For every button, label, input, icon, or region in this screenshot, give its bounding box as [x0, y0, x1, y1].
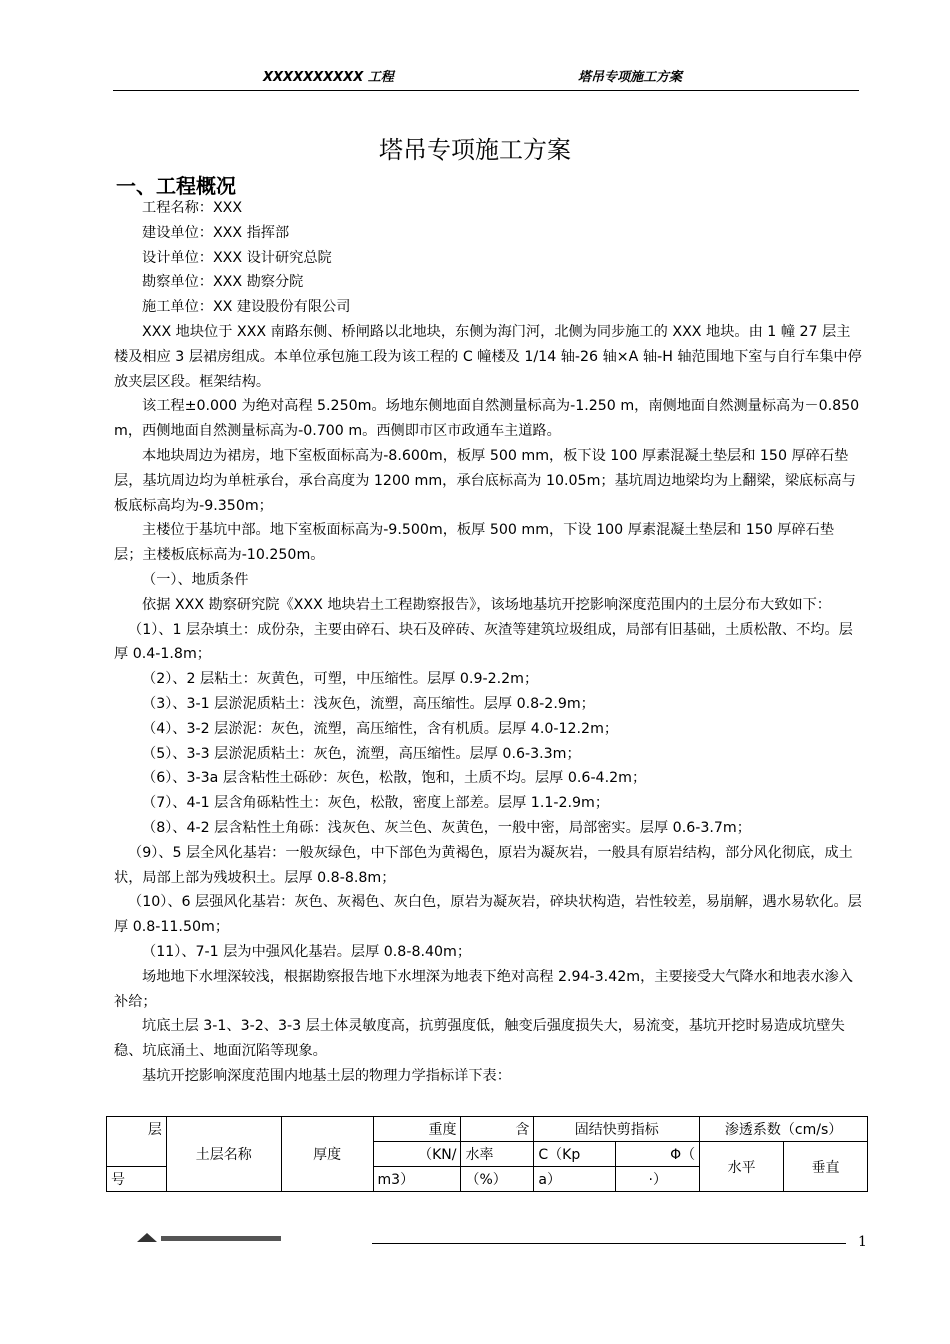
header-friction-angle-unit: ·）: [616, 1167, 700, 1192]
paragraph: 依据 XXX 勘察研究院《XXX 地块岩土工程勘察报告》，该场地基坑开挖影响深度范围内的土层分布大致如下：: [142, 596, 831, 613]
header-cohesion-unit: a）: [534, 1167, 616, 1192]
paragraph: 该工程±0.000 为绝对高程 5.250m。场地东侧地面自然测量标高为-1.250 m，南侧地面自然测量标高为－0.850 m，西侧地面自然测量标高为-0.700 m。西侧即市区市政通车主道路。: [114, 398, 860, 440]
layer-item: （1）、1 层杂填土：成份杂，主要由碎石、块石及碎砖、灰渣等建筑垃圾组成，局部有旧基础，土质松散、不均。层厚 0.4-1.8m；: [114, 621, 853, 663]
page-header: [113, 58, 859, 91]
header-unit-weight: 重度: [373, 1117, 461, 1142]
layer-item: （7）、4-1 层含角砾粘性土：灰色，松散，密度上部差。层厚 1.1-2.9m；: [142, 795, 610, 812]
info-line: 设计单位：XXX 设计研究总院: [142, 249, 332, 266]
header-thickness: 厚度: [281, 1117, 373, 1192]
layer-item: （5）、3-3 层淤泥质粘土：灰色，流塑，高压缩性。层厚 0.6-3.3m；: [142, 745, 581, 762]
paragraph: 主楼位于基坑中部。地下室板面标高为-9.500m，板厚 500 mm，下设 100 厚素混凝土垫层和 150 厚碎石垫层；主楼板底标高为-10.250m。: [114, 522, 835, 564]
info-line: 勘察单位：XXX 勘察分院: [142, 274, 304, 291]
header-water-content-b: 水率: [461, 1142, 534, 1167]
layer-item: （4）、3-2 层淤泥：灰色，流塑，高压缩性，含有机质。层厚 4.0-12.2m；: [142, 720, 619, 737]
layer-item: （3）、3-1 层淤泥质粘土：浅灰色，流塑，高压缩性。层厚 0.8-2.9m；: [142, 695, 595, 712]
layer-item: （6）、3-3a 层含粘性土砾砂：灰色，松散，饱和，土质不均。层厚 0.6-4.2m；: [142, 770, 647, 787]
info-line: 工程名称：XXX: [142, 200, 243, 216]
header-water-content: 含: [461, 1117, 534, 1142]
info-line: 建设单位：XXX 指挥部: [142, 224, 290, 241]
info-line: 施工单位：XX 建设股份有限公司: [142, 299, 351, 316]
section-heading: 一、工程概况: [116, 174, 236, 198]
layer-item: （10）、6 层强风化基岩：灰色、灰褐色、灰白色，原岩为凝灰岩，碎块状构造，岩性较差，易崩解，遇水易软化。层厚 0.8-11.50m；: [114, 894, 862, 936]
header-layer-no-b: 号: [107, 1167, 167, 1192]
document-body: [114, 196, 862, 1089]
paragraph: 场地地下水埋深较浅，根据勘察报告地下水埋深为地表下绝对高程 2.94-3.42m，主要接受大气降水和地表水渗入补给；: [114, 968, 853, 1010]
paragraph: 坑底土层 3-1、3-2、3-3 层土体灵敏度高，抗剪强度低，触变后强度损失大，易流变，基坑开挖时易造成坑壁失稳、坑底涌土、地面沉陷等现象。: [114, 1018, 845, 1060]
paragraph: 本地块周边为裙房，地下室板面标高为-8.600m，板厚 500 mm，板下设 100 厚素混凝土垫层和 150 厚碎石垫层，基坑周边均为单桩承台，承台高度为 1200 mm，承台底标高为 10.05m；基坑周边地梁均为上翻梁，梁底标高与板底标高均为-9.350m；: [114, 447, 856, 514]
layer-item: （8）、4-2 层含粘性土角砾：浅灰色、灰兰色、灰黄色，一般中密，局部密实。层厚 0.6-3.7m；: [142, 819, 751, 836]
header-water-content-unit: （%）: [461, 1167, 534, 1192]
header-shear: 固结快剪指标: [534, 1117, 700, 1142]
soil-properties-table: [106, 1116, 868, 1192]
header-cohesion: C（Kp: [534, 1142, 616, 1167]
paragraph: 基坑开挖影响深度范围内地基土层的物理力学指标详下表：: [142, 1067, 511, 1084]
header-friction-angle: Φ（: [616, 1142, 700, 1167]
page-number: 1: [858, 1234, 867, 1250]
layer-item: （11）、7-1 层为中强风化基岩。层厚 0.8-8.40m；: [142, 943, 472, 960]
paragraph: XXX 地块位于 XXX 南路东侧、桥闸路以北地块，东侧为海门河，北侧为同步施工的 XXX 地块。由 1 幢 27 层主楼及相应 3 层裙房组成。本单位承包施工段为该工程的 C 幢楼及 1/14 轴-26 轴×A 轴-H 轴范围地下室与自行车集中停放夹层区段。框架结构。: [114, 323, 862, 390]
layer-item: （2）、2 层粘土：灰黄色，可塑，中压缩性。层厚 0.9-2.2m；: [142, 671, 539, 688]
header-doc-title: 塔吊专项施工方案: [578, 70, 683, 85]
document-title: 塔吊专项施工方案: [379, 136, 571, 164]
header-unit-weight-unit-b: m3）: [373, 1167, 461, 1192]
header-project: XXXXXXXXXX 工程: [263, 70, 394, 85]
footer-rule: [372, 1243, 846, 1244]
header-vertical: 垂直: [784, 1142, 868, 1192]
header-permeability: 渗透系数（cm/s）: [700, 1117, 868, 1142]
company-logo-icon: [135, 1230, 285, 1244]
header-unit-weight-unit: （KN/: [373, 1142, 461, 1167]
layer-item: （9）、5 层全风化基岩：一般灰绿色，中下部色为黄褐色，原岩为凝灰岩，一般具有原岩结构，部分风化彻底，成土状，局部上部为残坡积土。层厚 0.8-8.8m；: [114, 844, 853, 886]
header-layer-no: 层: [107, 1117, 167, 1167]
subsection-heading: （一）、地质条件: [142, 571, 249, 588]
header-horizontal: 水平: [700, 1142, 784, 1192]
header-soil-name: 土层名称: [166, 1117, 281, 1192]
